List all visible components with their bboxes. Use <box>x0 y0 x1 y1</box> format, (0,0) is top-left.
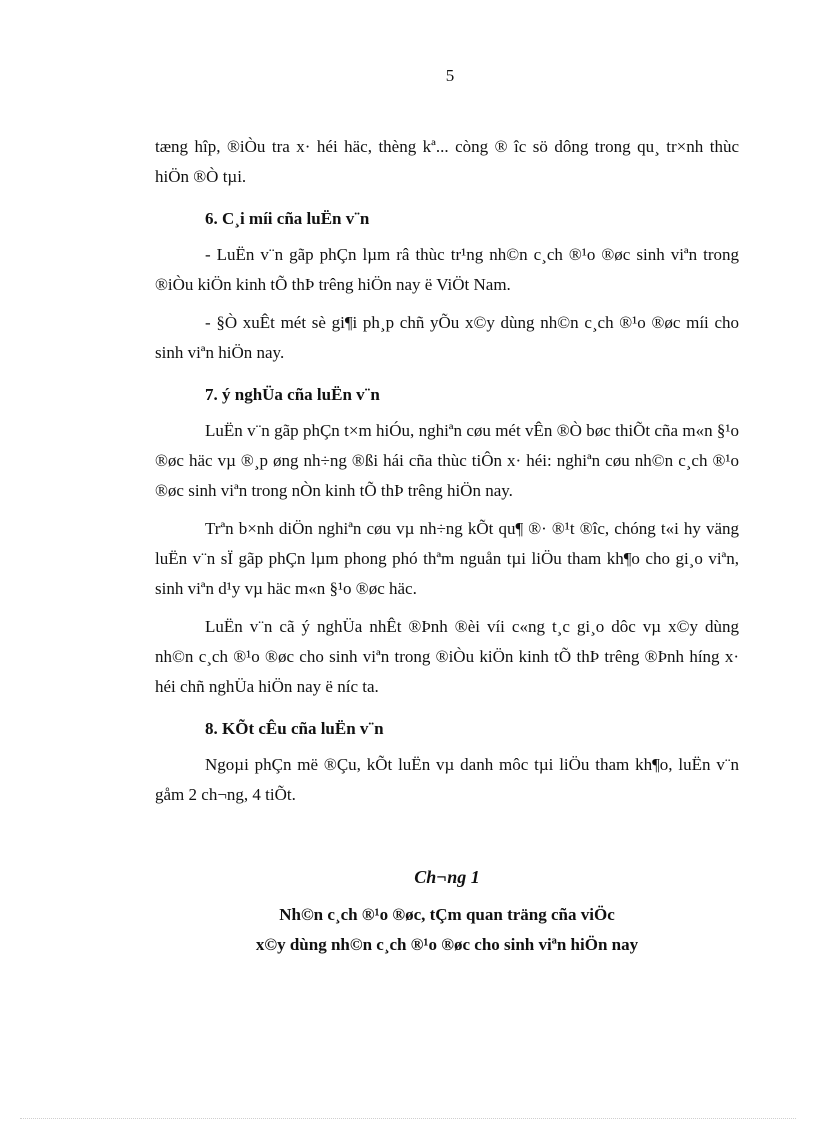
section-heading-8: 8. KÕt cÊu cña luËn v¨n <box>205 719 384 738</box>
body-paragraph: LuËn v¨n cã ý nghÜa nhÊt ®Þnh ®èi víi c«ng t¸c gi¸o dôc vµ x©y dùng nh©n c¸ch ®¹o ®øc cho sinh viªn trong ®iÒu kiÖn kinh tÕ thÞ trêng ®Þnh híng x· héi chñ nghÜa hiÖn nay ë níc ta. <box>155 617 739 696</box>
section-heading-6: 6. C¸i míi cña luËn v¨n <box>205 209 370 228</box>
body-paragraph: Ngoµi phÇn më ®Çu, kÕt luËn vµ danh môc tµi liÖu tham kh¶o, luËn v¨n gåm 2 ch¬ng, 4 tiÕt. <box>155 755 739 804</box>
page-number: 5 <box>445 66 455 85</box>
body-paragraph: - §Ò xuÊt mét sè gi¶i ph¸p chñ yÕu x©y dùng nh©n c¸ch ®¹o ®øc míi cho sinh viªn hiÖn nay. <box>155 313 739 362</box>
document-body <box>155 132 739 960</box>
body-paragraph: - LuËn v¨n gãp phÇn lµm râ thùc tr¹ng nh©n c¸ch ®¹o ®øc sinh viªn trong ®iÒu kiÖn kinh tÕ thÞ trêng hiÖn nay ë ViÖt Nam. <box>155 245 739 294</box>
section-heading-7: 7. ý nghÜa cña luËn v¨n <box>205 385 380 404</box>
body-paragraph: LuËn v¨n gãp phÇn t×m hiÓu, nghiªn cøu mét vÊn ®Ò bøc thiÕt cña m«n §¹o ®øc häc vµ ®¸p øng nh÷ng ®ßi hái cña thùc tiÔn x· héi: nghiªn cøu nh©n c¸ch ®¹o ®øc sinh viªn trong nÒn kinh tÕ thÞ trêng hiÖn nay. <box>155 421 739 500</box>
chapter-label: Ch¬ng 1 <box>414 867 480 887</box>
page-bottom-divider <box>20 1118 796 1119</box>
chapter-title-line-2: x©y dùng nh©n c¸ch ®¹o ®øc cho sinh viªn hiÖn nay <box>255 935 639 954</box>
body-paragraph: Trªn b×nh diÖn nghiªn cøu vµ nh÷ng kÕt qu¶ ®· ®¹t ®îc, chóng t«i hy väng luËn v¨n sÏ gãp phÇn lµm phong phó thªm nguån tµi liÖu tham kh¶o cho gi¸o viªn, sinh viªn d¹y vµ häc m«n §¹o ®øc häc. <box>155 519 739 598</box>
chapter-title-line-1: Nh©n c¸ch ®¹o ®øc, tÇm quan träng cña viÖc <box>279 905 615 924</box>
body-paragraph: tæng hîp, ®iÒu tra x· héi häc, thèng kª... còng ® îc sö dông trong qu¸ tr×nh thùc hiÖn ®Ò tµi. <box>155 137 739 186</box>
